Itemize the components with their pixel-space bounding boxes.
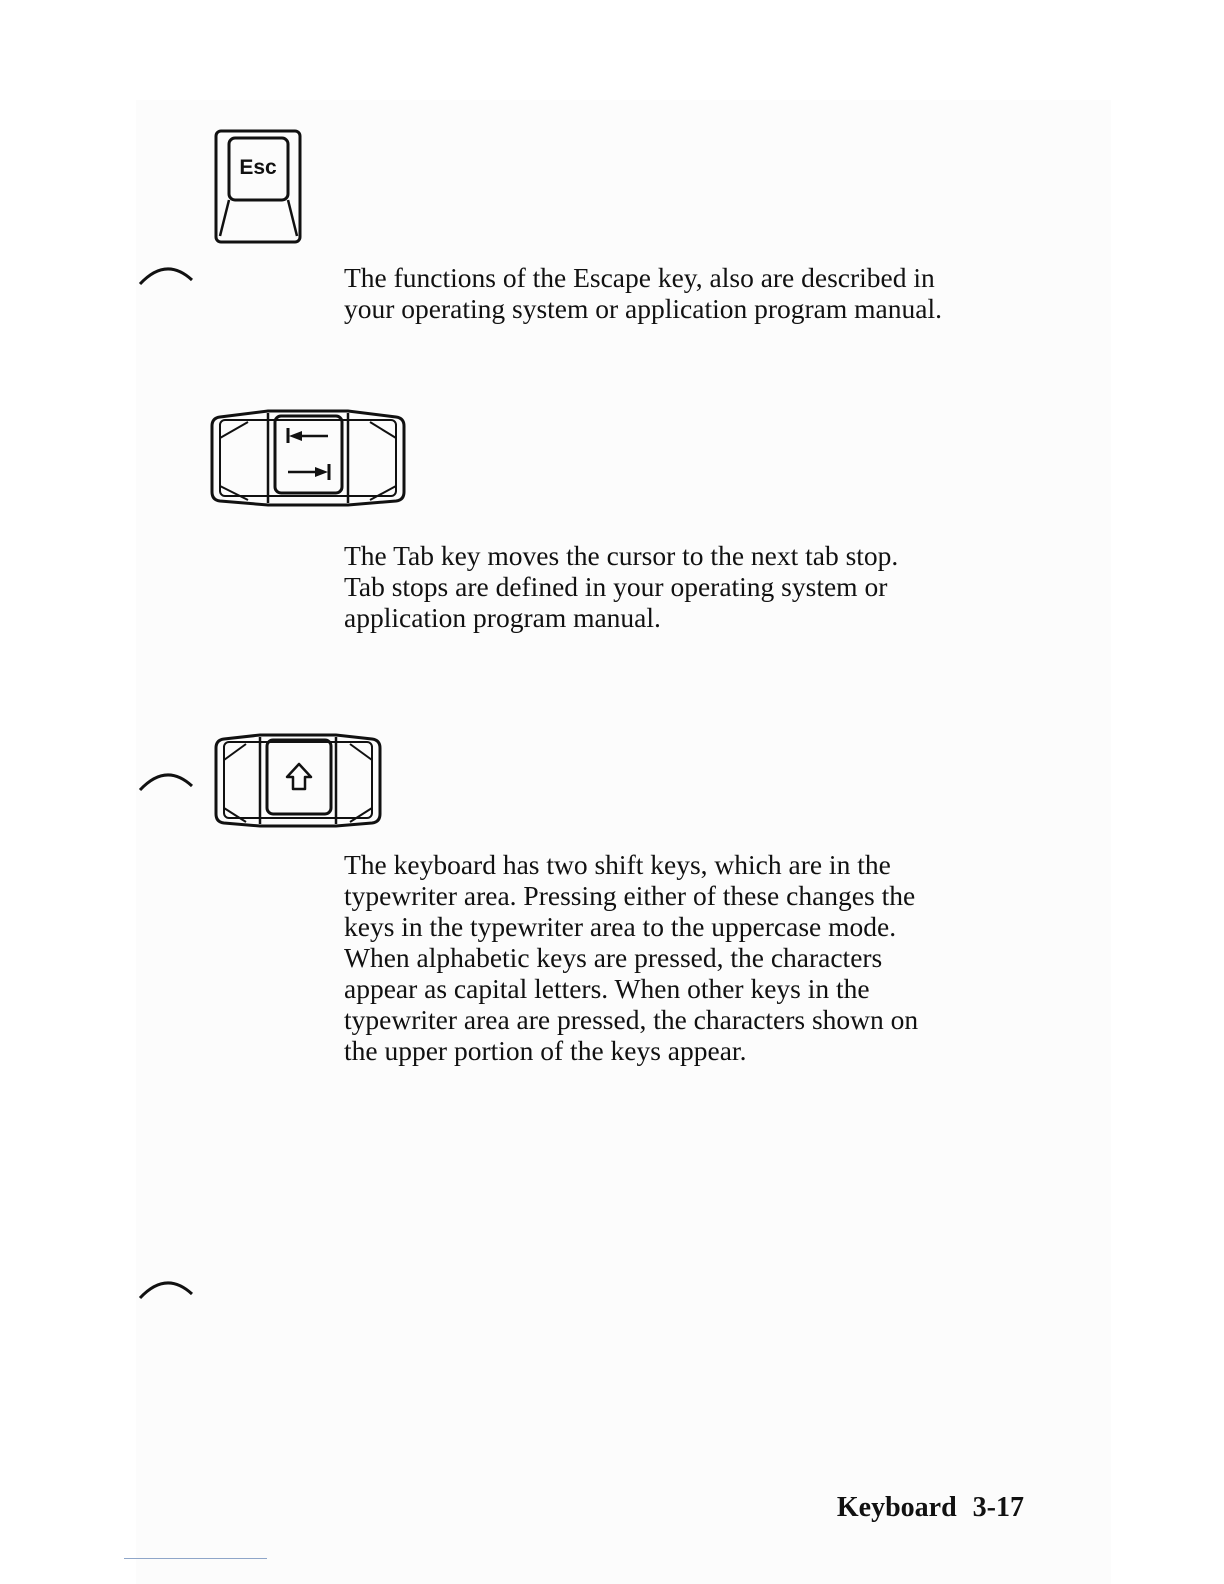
shift-line: keys in the typewriter area to the uppercase mode. [344, 911, 897, 942]
shift-line: the upper portion of the keys appear. [344, 1035, 747, 1066]
binder-hole-mark [136, 764, 198, 794]
esc-key-legend: Esc [239, 156, 277, 179]
page-footer [837, 1492, 1024, 1524]
escape-description [344, 262, 1044, 324]
tab-key-illustration [208, 408, 408, 508]
footer-page-number: 3-17 [972, 1492, 1024, 1523]
bottom-rule [124, 1558, 267, 1559]
binder-hole-mark [136, 258, 198, 288]
shift-arrow-icon [287, 764, 311, 789]
escape-line: your operating system or application program manual. [344, 293, 942, 324]
tab-line: application program manual. [344, 602, 661, 633]
shift-key-illustration [212, 732, 384, 828]
tab-line: Tab stops are defined in your operating system or [344, 571, 888, 602]
shift-description [344, 849, 1044, 1066]
escape-line: The functions of the Escape key, also are described in [344, 262, 935, 293]
tab-line: The Tab key moves the cursor to the next tab stop. [344, 540, 899, 571]
shift-line: typewriter area are pressed, the characters shown on [344, 1004, 919, 1035]
tab-description [344, 540, 1044, 633]
shift-line: appear as capital letters. When other keys in the [344, 973, 870, 1004]
shift-line: When alphabetic keys are pressed, the characters [344, 942, 883, 973]
binder-hole-mark [136, 1272, 198, 1302]
escape-key-illustration [212, 128, 304, 246]
shift-line: typewriter area. Pressing either of these changes the [344, 880, 916, 911]
footer-section-title: Keyboard [836, 1492, 957, 1523]
shift-line: The keyboard has two shift keys, which are in the [344, 849, 891, 880]
tab-arrows-icon [288, 428, 329, 480]
